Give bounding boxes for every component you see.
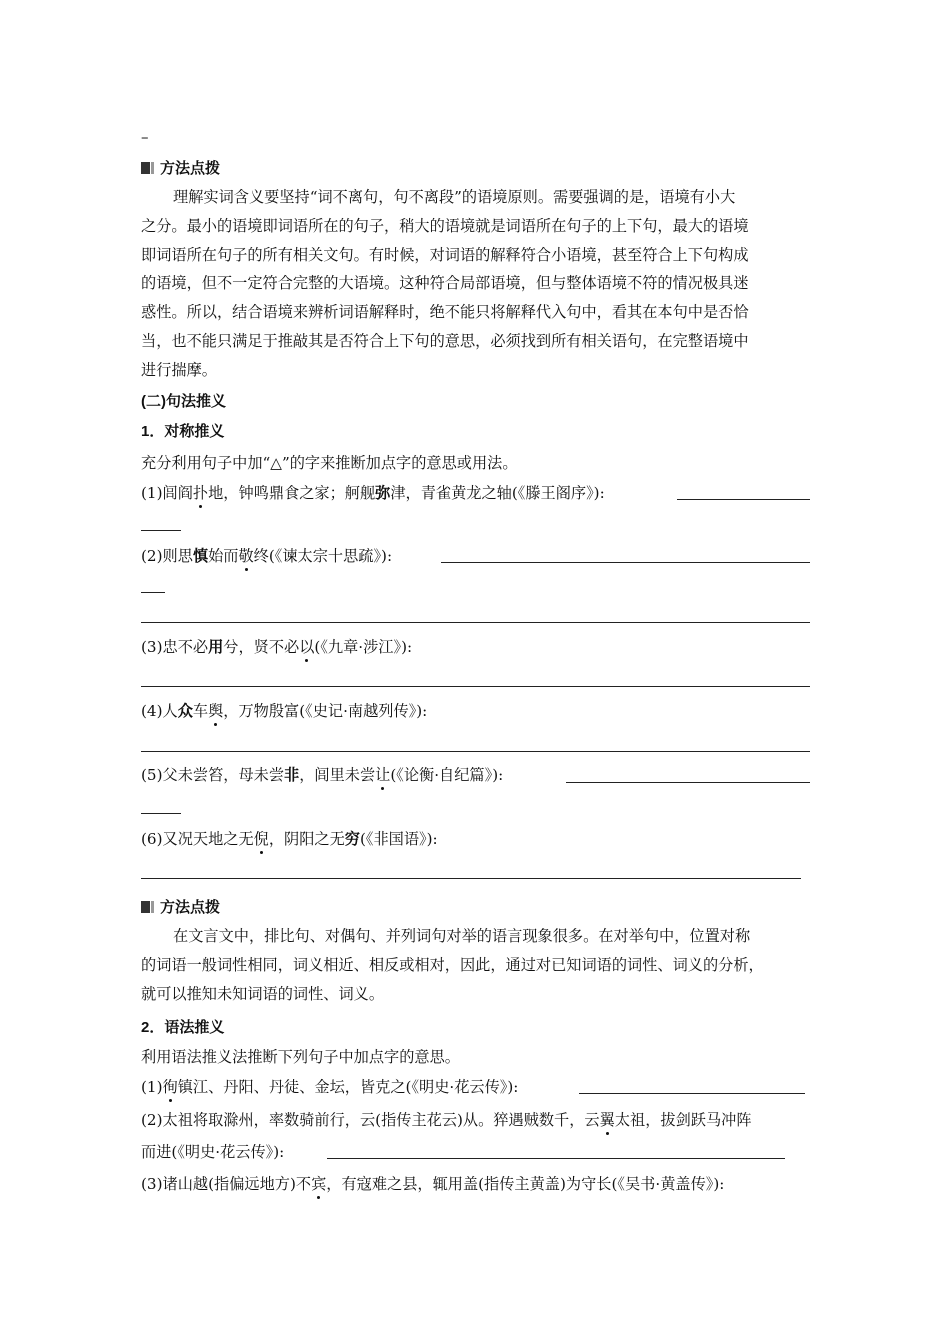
subsection-intro: 充分利用句子中加“△”的字来推断加点字的意思或用法。 [141,454,518,472]
question-1: (1)闾阎扑地，钟鸣鼎食之家；舸舰弥津，青雀黄龙之轴(《滕王阁序》): [141,484,605,502]
question-2-continued: 而进(《明史·花云传》): [141,1143,285,1161]
question-3: (3)忠不必用兮，贤不必以(《九章·涉江》): [141,638,413,656]
question-2: (2)太祖将取滁州，率数骑前行，云(指传主花云)从。猝遇贼数千，云翼太祖，拔剑跃马冲阵 [141,1111,752,1129]
method-tip-title: 方法点拨 [160,159,221,177]
paragraph-line: 即词语所在句子的所有相关文句。有时候，对词语的解释符合小语境，甚至符合上下句构成 [141,245,749,264]
section-marker-icon [141,162,154,174]
question-4: (4)人众车舆，万物殷富(《史记·南越列传》): [141,702,428,720]
paragraph-line: 就可以推知未知词语的词性、词义。 [141,984,384,1003]
answer-blank[interactable] [141,686,810,687]
paragraph-line: 的语境，但不一定符合完整的大语境。这种符合局部语境，但与整体语境不符的情况极具迷 [141,274,749,293]
question-1: (1)徇镇江、丹阳、丹徒、金坛，皆克之(《明史·花云传》): [141,1078,519,1096]
subsection-heading: 1．对称推义 [141,423,225,440]
question-5: (5)父未尝笞，母未尝非，闾里未尝让(《论衡·自纪篇》): [141,766,504,784]
paragraph-line: 进行揣摩。 [141,360,217,379]
question-3: (3)诸山越(指偏远地方)不宾，有寇难之县，辄用盖(指传主黄盖)为守长(《吴书·黄盖传》): [141,1175,725,1193]
answer-blank[interactable] [677,499,810,500]
paragraph-line: 当，也不能只满足于推敲其是否符合上下句的意思，必须找到所有相关语句，在完整语境中 [141,331,749,350]
method-tip-title: 方法点拨 [160,898,221,916]
answer-blank[interactable] [141,622,810,623]
method-tip-heading [141,157,220,178]
answer-blank[interactable] [579,1093,805,1094]
subsection-intro: 利用语法推义法推断下列句子中加点字的意思。 [141,1048,460,1066]
paragraph-line: 之分。最小的语境即词语所在的句子，稍大的语境就是词语所在句子的上下句，最大的语境 [141,216,749,235]
answer-blank[interactable] [141,751,810,752]
method-tip-heading [141,896,220,917]
method-tip-paragraph [141,183,749,385]
paragraph-line: 在文言文中，排比句、对偶句、并列词句对举的语言现象很多。在对举句中，位置对称 [173,927,751,945]
answer-blank[interactable] [441,562,810,563]
paragraph-line: 惑性。所以，结合语境来辨析词语解释时，绝不能只将解释代入句中，看其在本句中是否恰 [141,303,749,322]
question-6: (6)又况天地之无倪，阴阳之无穷(《非国语》): [141,830,438,848]
section-heading: (二)句法推义 [141,393,226,410]
method-tip-paragraph [141,922,764,1008]
answer-blank[interactable] [327,1158,785,1159]
question-2: (2)则思慎始而敬终(《谏太宗十思疏》): [141,547,393,565]
answer-blank[interactable] [141,592,165,593]
answer-blank[interactable] [141,530,181,531]
section-marker-icon [141,901,154,913]
subsection-heading: 2．语法推义 [141,1019,225,1036]
top-mark: – [141,128,149,146]
answer-blank[interactable] [141,813,181,814]
paragraph-line: 理解实词含义要坚持“词不离句，句不离段”的语境原则。需要强调的是，语境有小大 [173,188,736,206]
paragraph-line: 的词语一般词性相同，词义相近、相反或相对，因此，通过对已知词语的词性、词义的分析， [141,955,764,974]
answer-blank[interactable] [566,782,810,783]
answer-blank[interactable] [141,878,801,879]
